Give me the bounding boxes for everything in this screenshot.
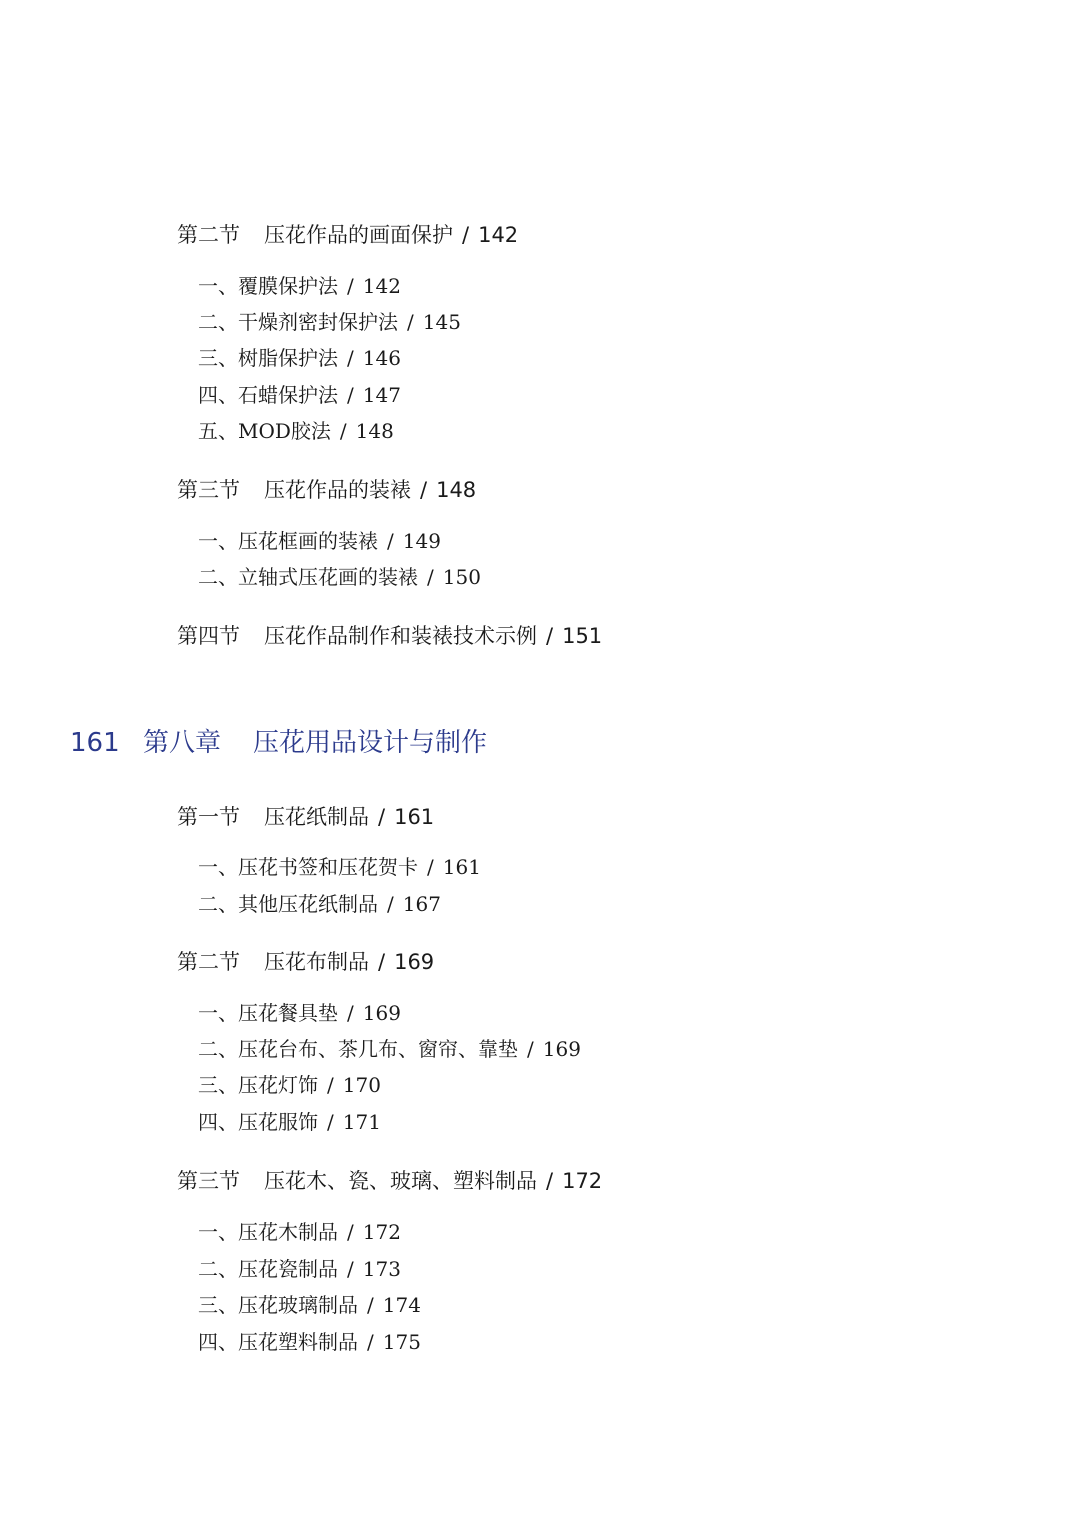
item-title: 一、压花书签和压花贺卡: [198, 855, 418, 879]
page-number: 142: [478, 223, 519, 247]
section-number: 第三节: [177, 1169, 240, 1193]
item-title: 二、干燥剂密封保护法: [198, 310, 398, 334]
item-title: 四、压花塑料制品: [198, 1330, 358, 1354]
section-title: 压花作品制作和装裱技术示例: [264, 624, 537, 648]
separator: /: [420, 478, 428, 502]
page-number: 161: [442, 855, 481, 879]
separator: /: [367, 1293, 374, 1317]
toc-item[interactable]: [198, 1072, 381, 1098]
separator: /: [347, 1257, 354, 1281]
separator: /: [546, 1169, 554, 1193]
toc-item[interactable]: [198, 1292, 421, 1318]
toc-item[interactable]: [198, 418, 394, 444]
page-number: 147: [362, 383, 401, 407]
separator: /: [462, 223, 470, 247]
page-number: 170: [342, 1073, 381, 1097]
page-number: 173: [362, 1257, 401, 1281]
chapter-page-number: 161: [70, 728, 120, 758]
separator: /: [327, 1110, 334, 1134]
section-title: 压花布制品: [264, 950, 369, 974]
page-number: 172: [562, 1169, 603, 1193]
page-number: 171: [342, 1110, 381, 1134]
toc-section[interactable]: [177, 622, 602, 650]
item-title: 一、覆膜保护法: [198, 274, 338, 298]
page-number: 146: [362, 346, 401, 370]
toc-item[interactable]: [198, 1036, 581, 1062]
toc-section[interactable]: [177, 803, 434, 831]
toc-item[interactable]: [198, 1219, 401, 1245]
page-number: 149: [402, 529, 441, 553]
item-title: 三、树脂保护法: [198, 346, 338, 370]
separator: /: [527, 1037, 534, 1061]
separator: /: [327, 1073, 334, 1097]
chapter-heading[interactable]: [70, 726, 487, 760]
item-title: 四、压花服饰: [198, 1110, 318, 1134]
item-title: 三、压花玻璃制品: [198, 1293, 358, 1317]
toc-item[interactable]: [198, 1109, 381, 1135]
item-title: 二、立轴式压花画的装裱: [198, 565, 418, 589]
page-number: 167: [402, 892, 441, 916]
separator: /: [407, 310, 414, 334]
toc-item[interactable]: [198, 528, 441, 554]
separator: /: [347, 346, 354, 370]
toc-section[interactable]: [177, 476, 476, 504]
toc-item[interactable]: [198, 1256, 401, 1282]
section-number: 第二节: [177, 950, 240, 974]
separator: /: [427, 855, 434, 879]
toc-item[interactable]: [198, 854, 481, 880]
section-title: 压花作品的画面保护: [264, 223, 453, 247]
section-title: 压花纸制品: [264, 805, 369, 829]
page-number: 151: [562, 624, 603, 648]
page-number: 150: [442, 565, 481, 589]
toc-item[interactable]: [198, 1329, 421, 1355]
page-number: 148: [355, 419, 394, 443]
separator: /: [339, 419, 347, 443]
item-title: 二、压花台布、茶几布、窗帘、靠垫: [198, 1037, 518, 1061]
section-number: 第二节: [177, 223, 240, 247]
section-number: 第四节: [177, 624, 240, 648]
page-number: 169: [542, 1037, 581, 1061]
page-number: 148: [436, 478, 477, 502]
separator: /: [367, 1330, 374, 1354]
item-title: 四、石蜡保护法: [198, 383, 338, 407]
toc-item[interactable]: [198, 345, 401, 371]
item-title: 一、压花餐具垫: [198, 1001, 338, 1025]
separator: /: [546, 624, 554, 648]
chapter-title: 压花用品设计与制作: [253, 728, 488, 758]
section-title: 压花木、瓷、玻璃、塑料制品: [264, 1169, 537, 1193]
page-number: 169: [362, 1001, 401, 1025]
chapter-number: 第八章: [143, 728, 222, 758]
item-title: 二、其他压花纸制品: [198, 892, 378, 916]
separator: /: [347, 1001, 354, 1025]
separator: /: [427, 565, 434, 589]
page-number: 172: [362, 1220, 401, 1244]
item-title: 三、压花灯饰: [198, 1073, 318, 1097]
item-title: 五、MOD胶法: [198, 419, 331, 443]
toc-item[interactable]: [198, 1000, 401, 1026]
section-number: 第三节: [177, 478, 240, 502]
page-number: 169: [394, 950, 435, 974]
toc-section[interactable]: [177, 1167, 602, 1195]
toc-item[interactable]: [198, 273, 401, 299]
toc-item[interactable]: [198, 382, 401, 408]
page-number: 174: [382, 1293, 421, 1317]
item-title: 一、压花框画的装裱: [198, 529, 378, 553]
section-title: 压花作品的装裱: [264, 478, 411, 502]
toc-item[interactable]: [198, 309, 461, 335]
item-title: 一、压花木制品: [198, 1220, 338, 1244]
page-number: 142: [362, 274, 401, 298]
separator: /: [347, 274, 354, 298]
toc-section[interactable]: [177, 221, 518, 249]
page-number: 145: [422, 310, 461, 334]
section-number: 第一节: [177, 805, 240, 829]
page-number: 161: [394, 805, 435, 829]
toc-item[interactable]: [198, 564, 481, 590]
separator: /: [378, 950, 386, 974]
item-title: 二、压花瓷制品: [198, 1257, 338, 1281]
toc-section[interactable]: [177, 948, 434, 976]
separator: /: [387, 892, 394, 916]
separator: /: [387, 529, 394, 553]
separator: /: [347, 383, 354, 407]
page-number: 175: [382, 1330, 421, 1354]
separator: /: [347, 1220, 354, 1244]
toc-item[interactable]: [198, 891, 441, 917]
separator: /: [378, 805, 386, 829]
